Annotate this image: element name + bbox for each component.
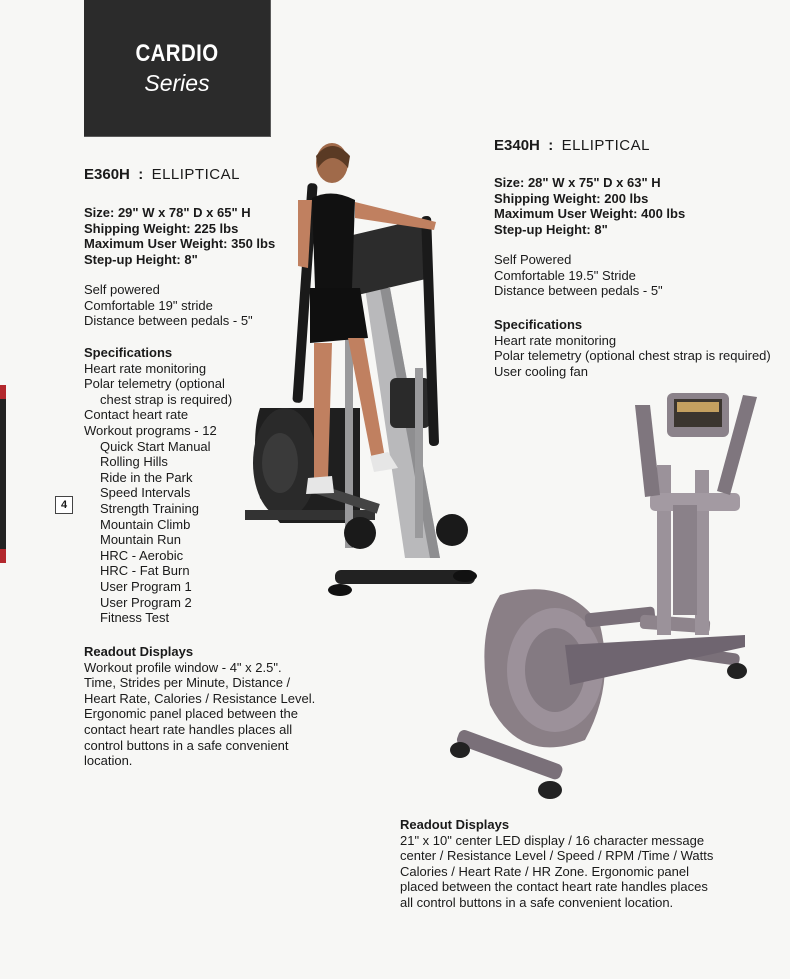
e360-program-item: HRC - Aerobic bbox=[100, 547, 184, 563]
edge-accent-bottom bbox=[0, 549, 6, 563]
e360-type: ELLIPTICAL bbox=[151, 166, 240, 183]
e360-program-item: Rolling Hills bbox=[100, 454, 168, 470]
e340-feature: Distance between pedals - 5" bbox=[494, 283, 663, 299]
edge-tab bbox=[0, 385, 6, 563]
e360-readout-line: control buttons in a safe convenient bbox=[84, 737, 289, 753]
e340-shipping-weight: Shipping Weight: 200 lbs bbox=[494, 190, 649, 206]
series-subtitle: Series bbox=[144, 70, 210, 96]
e360-readout-line: Time, Strides per Minute, Distance / bbox=[84, 675, 291, 691]
e360-program-item: Mountain Run bbox=[100, 532, 181, 548]
e360-shipping-weight: Shipping Weight: 225 lbs bbox=[84, 220, 239, 236]
e360-program-item: User Program 1 bbox=[100, 578, 192, 594]
e360-specifications bbox=[84, 345, 232, 626]
e360-size: Size: 29" W x 78" D x 65" H bbox=[84, 205, 251, 220]
e360-spec-item: Workout programs - 12 bbox=[84, 422, 217, 438]
e360-program-item: Speed Intervals bbox=[100, 485, 191, 501]
series-header bbox=[84, 0, 271, 137]
e340-step-up-height: Step-up Height: 8" bbox=[494, 221, 608, 237]
e360-product-image bbox=[240, 138, 480, 603]
e360-features bbox=[84, 282, 253, 329]
e340-features bbox=[494, 252, 663, 299]
e360-step-up-height: Step-up Height: 8" bbox=[84, 251, 198, 267]
e340-spec-item: Heart rate monitoring bbox=[494, 332, 617, 348]
e340-separator: : bbox=[548, 137, 554, 154]
e340-size: Size: 28" W x 75" D x 63" H bbox=[494, 175, 661, 190]
e360-program-item: User Program 2 bbox=[100, 594, 192, 610]
e340-readout-title: Readout Displays bbox=[400, 817, 510, 832]
e340-spec-item: Polar telemetry (optional chest strap is required) bbox=[494, 348, 771, 364]
e360-program-item: Strength Training bbox=[100, 500, 200, 516]
e360-spec-item: Polar telemetry (optional bbox=[84, 376, 225, 392]
e340-specifications-title: Specifications bbox=[494, 317, 583, 332]
e360-readout-line: Workout profile window - 4" x 2.5". bbox=[84, 659, 282, 675]
e340-type: ELLIPTICAL bbox=[561, 137, 650, 154]
e360-feature: Comfortable 19" stride bbox=[84, 297, 213, 313]
e360-separator: : bbox=[138, 166, 144, 183]
e340-heading bbox=[494, 137, 650, 154]
e360-feature: Distance between pedals - 5" bbox=[84, 313, 253, 329]
e360-model: E360H bbox=[84, 166, 130, 183]
e360-program-item: Mountain Climb bbox=[100, 516, 191, 532]
e360-readout-line: Heart Rate, Calories / Resistance Level. bbox=[84, 690, 316, 706]
e340-readout bbox=[400, 817, 713, 911]
e360-spec-item: Heart rate monitoring bbox=[84, 360, 207, 376]
e340-readout-line: all control buttons in a safe convenient location. bbox=[400, 894, 674, 910]
edge-accent-top bbox=[0, 385, 6, 399]
e360-program-item: HRC - Fat Burn bbox=[100, 563, 190, 579]
series-title: CARDIO bbox=[135, 40, 219, 67]
e360-program-item: Fitness Test bbox=[100, 610, 170, 626]
e340-readout-line: placed between the contact heart rate handles places bbox=[400, 879, 708, 895]
e340-max-user-weight: Maximum User Weight: 400 lbs bbox=[494, 206, 686, 222]
e340-readout-line: center / Resistance Level / Speed / RPM /Time / Watts bbox=[400, 848, 714, 864]
e340-feature: Comfortable 19.5" Stride bbox=[494, 267, 636, 283]
e360-readout-title: Readout Displays bbox=[84, 644, 194, 659]
e340-feature: Self Powered bbox=[494, 252, 572, 267]
e340-specifications bbox=[494, 317, 771, 379]
e360-spec-item: Contact heart rate bbox=[84, 407, 189, 423]
e360-specifications-title: Specifications bbox=[84, 345, 173, 360]
e360-program-item: Quick Start Manual bbox=[100, 438, 211, 454]
e360-readout-line: Ergonomic panel placed between the bbox=[84, 706, 298, 722]
e340-specs-bold bbox=[494, 175, 685, 237]
e340-model: E340H bbox=[494, 137, 540, 154]
e340-readout-line: 21" x 10" center LED display / 16 character message bbox=[400, 832, 705, 848]
e360-heading bbox=[84, 166, 240, 183]
e340-product-image bbox=[445, 385, 765, 805]
e360-program-item: Ride in the Park bbox=[100, 469, 193, 485]
e360-spec-item: chest strap is required) bbox=[100, 391, 233, 407]
e360-feature: Self powered bbox=[84, 282, 160, 297]
e340-readout-line: Calories / Heart Rate / HR Zone. Ergonomic panel bbox=[400, 863, 690, 879]
e360-readout-line: contact heart rate handles places all bbox=[84, 721, 293, 737]
e360-readout-line: location. bbox=[84, 753, 133, 769]
e340-spec-item: User cooling fan bbox=[494, 363, 588, 379]
e360-max-user-weight: Maximum User Weight: 350 lbs bbox=[84, 236, 276, 252]
e360-readout bbox=[84, 644, 315, 769]
page-number: 4 bbox=[55, 496, 73, 514]
